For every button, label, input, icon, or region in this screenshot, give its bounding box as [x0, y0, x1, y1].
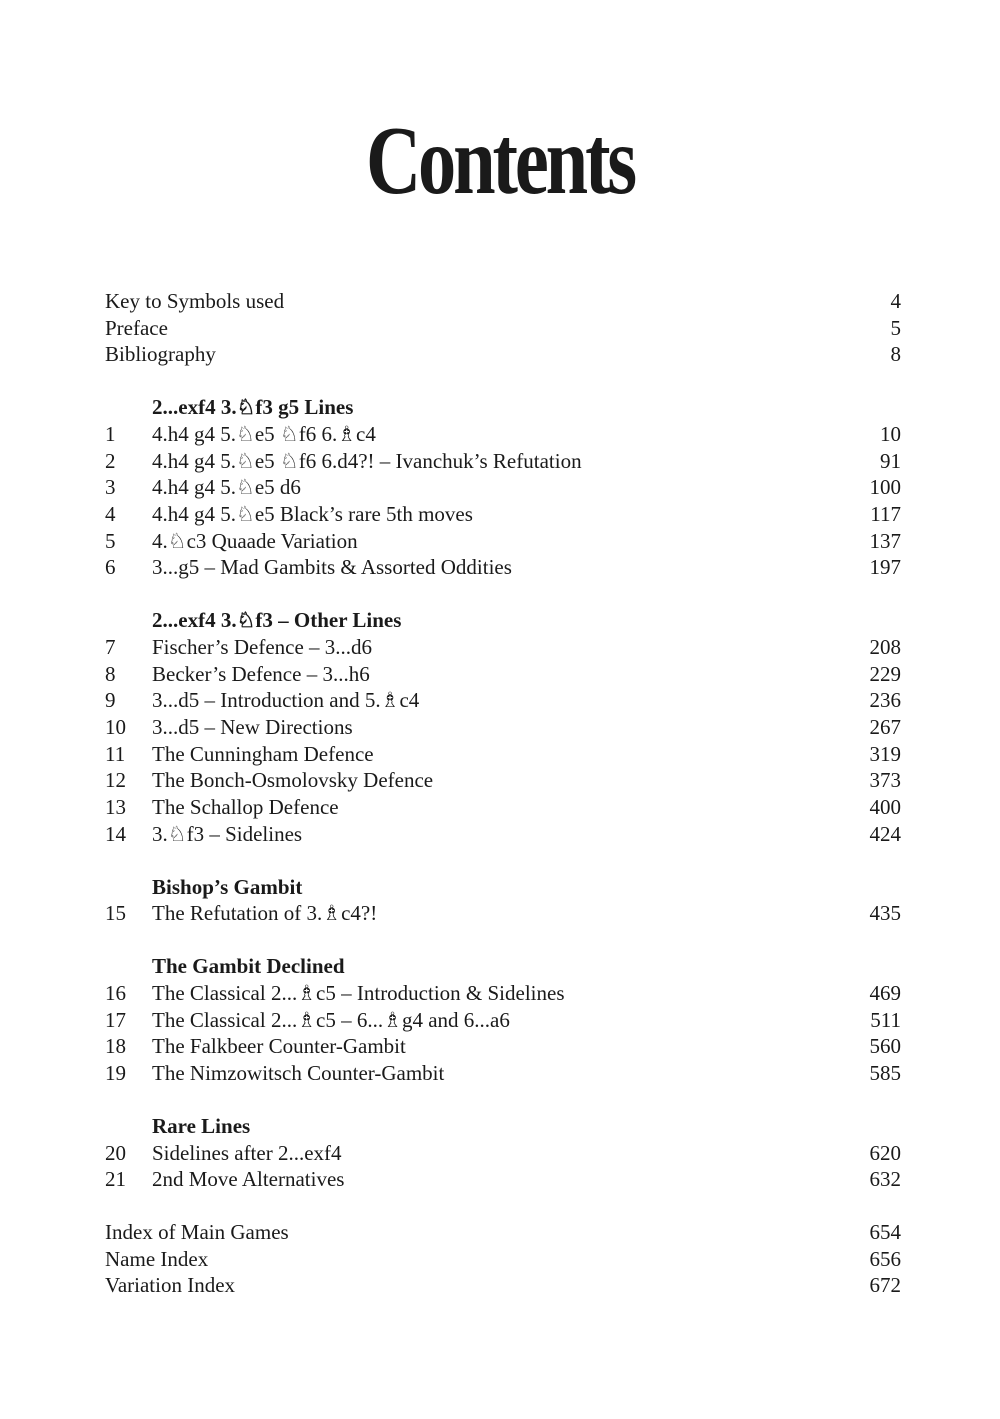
chapter-number: 6 [105, 555, 116, 580]
chapter-page: 100 [869, 475, 901, 500]
chapter-page: 267 [869, 715, 901, 739]
chapter-number: 9 [105, 688, 116, 713]
chapter-entry[interactable] [105, 554, 901, 581]
chapter-page: 560 [869, 1034, 901, 1059]
chapter-number: 19 [105, 1060, 126, 1085]
toc-entry-index-of-main-games[interactable] [105, 1219, 901, 1246]
chapter-entry[interactable] [105, 421, 901, 448]
section-heading: The Gambit Declined [152, 954, 345, 979]
chapter-entry[interactable] [105, 661, 901, 688]
toc-entry-title: Preface [105, 315, 168, 340]
chapter-page: 137 [869, 528, 901, 553]
toc-entry-title: Variation Index [105, 1273, 236, 1298]
chapter-title: 4.h4 g4 5.♘e5 d6 [152, 475, 301, 500]
section-heading: 2...exf4 3.♘f3 – Other Lines [152, 608, 402, 633]
chapter-page: 373 [869, 768, 901, 793]
chapter-title: The Classical 2...♗c5 – Introduction & Sidelines [152, 980, 565, 1005]
toc-entry-page: 8 [890, 342, 901, 367]
chapter-number: 4 [105, 502, 116, 526]
chapter-entry[interactable] [105, 1007, 901, 1034]
chapter-number: 20 [105, 1140, 126, 1165]
chapter-number: 17 [105, 1007, 126, 1032]
toc-entry-page: 5 [890, 315, 901, 340]
chapter-number: 10 [105, 715, 126, 739]
chapter-entry[interactable] [105, 1140, 901, 1167]
chapter-number: 21 [105, 1167, 126, 1192]
chapter-number: 18 [105, 1034, 126, 1059]
chapter-title: The Refutation of 3.♗c4?! [152, 901, 378, 926]
page-title: Contents [365, 107, 635, 215]
chapter-title: 4.♘c3 Quaade Variation [152, 528, 358, 553]
chapter-number: 2 [105, 448, 116, 473]
chapter-entry[interactable] [105, 741, 901, 768]
chapter-page: 229 [869, 661, 901, 686]
toc-entry-title: Name Index [105, 1246, 209, 1271]
chapter-entry[interactable] [105, 528, 901, 555]
chapter-title: 4.h4 g4 5.♘e5 ♘f6 6.d4?! – Ivanchuk’s Refutation [152, 448, 582, 473]
chapter-title: 3.♘f3 – Sidelines [152, 821, 303, 846]
chapter-number: 1 [105, 421, 116, 446]
chapter-title: 3...d5 – Introduction and 5.♗c4 [152, 688, 420, 713]
chapter-title: 3...g5 – Mad Gambits & Assorted Oddities [152, 555, 512, 580]
chapter-entry[interactable] [105, 794, 901, 821]
chapter-entry[interactable] [105, 900, 901, 927]
section-heading: Bishop’s Gambit [152, 874, 303, 899]
chapter-title: The Falkbeer Counter-Gambit [152, 1034, 406, 1059]
chapter-page: 236 [869, 688, 901, 713]
chapter-entry[interactable] [105, 687, 901, 714]
chapter-page: 424 [869, 821, 901, 846]
chapter-entry[interactable] [105, 634, 901, 661]
chapter-entry[interactable] [105, 474, 901, 501]
chapter-page: 435 [869, 901, 901, 926]
chapter-entry[interactable] [105, 1033, 901, 1060]
toc-entry-title: Bibliography [105, 342, 216, 367]
chapter-title: 4.h4 g4 5.♘e5 ♘f6 6.♗c4 [152, 421, 376, 446]
toc-entry-bibliography[interactable] [105, 341, 901, 368]
chapter-page: 511 [870, 1007, 901, 1032]
section-heading: Rare Lines [152, 1113, 251, 1138]
chapter-page: 197 [869, 555, 901, 580]
toc-entry-page: 656 [869, 1246, 901, 1271]
chapter-number: 12 [105, 768, 126, 793]
chapter-title: Becker’s Defence – 3...h6 [152, 661, 370, 686]
chapter-title: Fischer’s Defence – 3...d6 [152, 634, 373, 659]
chapter-entry[interactable] [105, 821, 901, 848]
toc-entry-key-to-symbols[interactable] [105, 288, 901, 315]
chapter-entry[interactable] [105, 1166, 901, 1193]
chapter-page: 585 [869, 1060, 901, 1085]
chapter-page: 10 [880, 421, 901, 446]
toc-entry-preface[interactable] [105, 315, 901, 342]
toc-entry-name-index[interactable] [105, 1246, 901, 1273]
chapter-number: 16 [105, 980, 126, 1005]
chapter-entry[interactable] [105, 980, 901, 1007]
chapter-number: 13 [105, 795, 126, 820]
chapter-entry[interactable] [105, 448, 901, 475]
chapter-number: 14 [105, 821, 126, 846]
chapter-title: 2nd Move Alternatives [152, 1167, 345, 1192]
toc-entry-page: 4 [890, 289, 901, 313]
chapter-entry[interactable] [105, 767, 901, 794]
chapter-page: 91 [880, 448, 901, 473]
chapter-title: Sidelines after 2...exf4 [152, 1140, 342, 1165]
chapter-page: 632 [869, 1167, 901, 1192]
chapter-number: 11 [105, 741, 126, 766]
toc-entry-page: 672 [869, 1273, 901, 1298]
chapter-number: 7 [105, 634, 116, 659]
toc-entry-title: Index of Main Games [105, 1220, 289, 1245]
chapter-number: 8 [105, 661, 116, 686]
chapter-entry[interactable] [105, 714, 901, 741]
chapter-title: 3...d5 – New Directions [152, 715, 353, 739]
chapter-page: 117 [870, 502, 901, 526]
table-of-contents [105, 288, 901, 1299]
chapter-page: 400 [869, 795, 901, 820]
chapter-title: 4.h4 g4 5.♘e5 Black’s rare 5th moves [152, 502, 473, 526]
chapter-page: 469 [869, 980, 901, 1005]
chapter-title: The Cunningham Defence [152, 741, 374, 766]
chapter-page: 208 [869, 634, 901, 659]
chapter-title: The Classical 2...♗c5 – 6...♗g4 and 6...a6 [152, 1007, 510, 1032]
chapter-entry[interactable] [105, 1060, 901, 1087]
chapter-number: 5 [105, 528, 116, 553]
chapter-page: 319 [869, 741, 901, 766]
chapter-number: 3 [105, 475, 116, 500]
toc-entry-variation-index[interactable] [105, 1272, 901, 1299]
section-heading: 2...exf4 3.♘f3 g5 Lines [152, 395, 354, 420]
toc-entry-page: 654 [869, 1220, 901, 1245]
chapter-entry[interactable] [105, 501, 901, 528]
chapter-number: 15 [105, 901, 126, 926]
chapter-title: The Nimzowitsch Counter-Gambit [152, 1060, 445, 1085]
chapter-page: 620 [869, 1140, 901, 1165]
toc-entry-title: Key to Symbols used [105, 289, 285, 313]
chapter-title: The Schallop Defence [152, 795, 339, 820]
chapter-title: The Bonch-Osmolovsky Defence [152, 768, 434, 793]
